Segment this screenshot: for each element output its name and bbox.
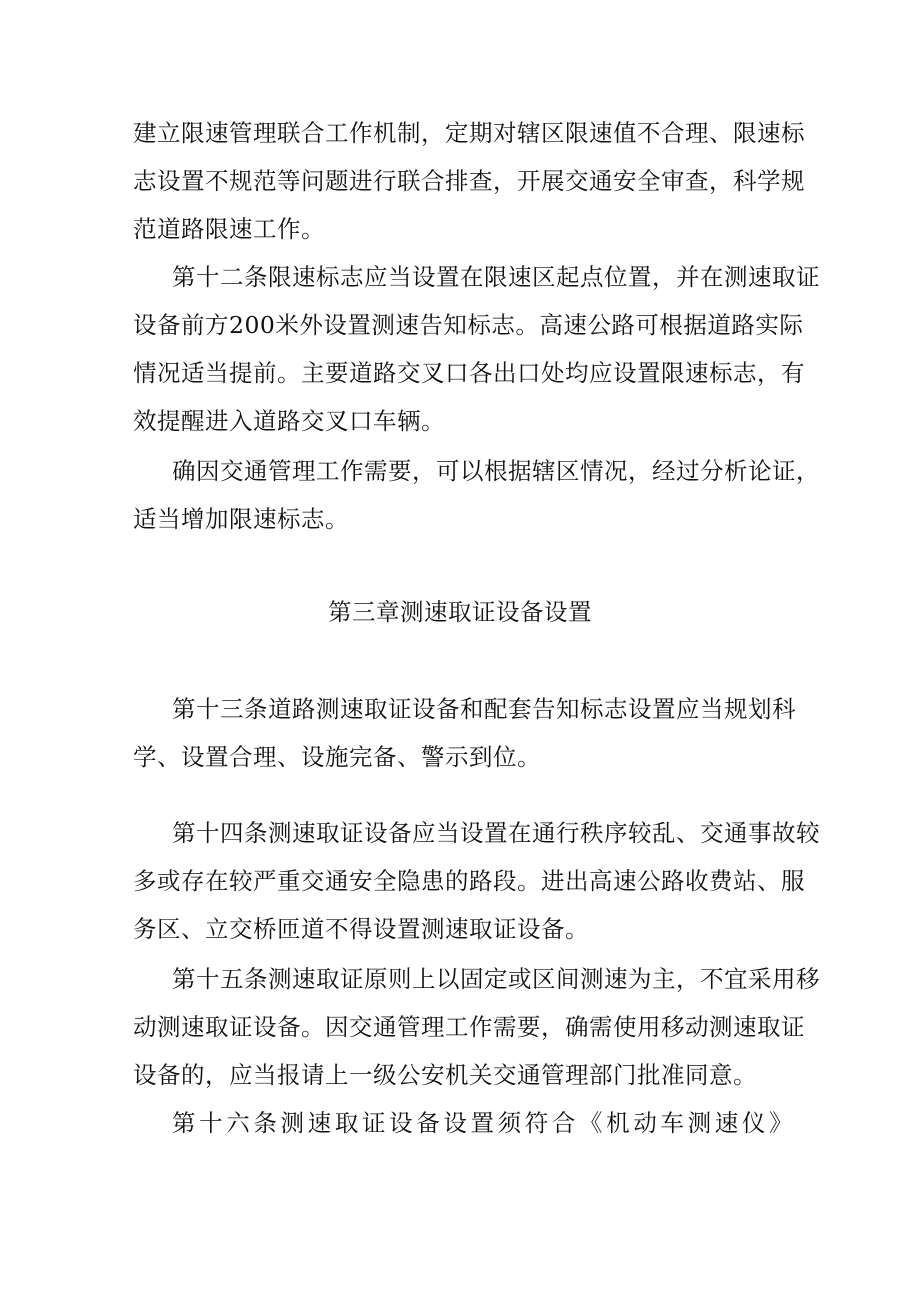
paragraph-line: 志设置不规范等问题进行联合排查，开展交通安全审查，科学规 [133,167,805,195]
paragraph-line: 确因交通管理工作需要，可以根据辖区情况，经过分析论证， [172,457,820,485]
paragraph-line: 第十四条测速取证设备应当设置在通行秩序较乱、交通事故较 [172,819,820,847]
paragraph-line: 范道路限速工作。 [133,215,325,243]
chapter-heading: 第三章测速取证设备设置 [328,598,592,626]
paragraph-line: 第十二条限速标志应当设置在限速区起点位置，并在测速取证 [172,263,820,291]
paragraph-line: 动测速取证设备。因交通管理工作需要，确需使用移动测速取证 [133,1013,805,1041]
paragraph-line: 效提醒进入道路交叉口车辆。 [133,407,445,435]
paragraph-line: 第十六条测速取证设备设置须符合《机动车测速仪》 [172,1109,793,1137]
paragraph-line: 适当增加限速标志。 [133,505,349,533]
paragraph-line: 建立限速管理联合工作机制，定期对辖区限速值不合理、限速标 [133,119,805,147]
paragraph-line: 多或存在较严重交通安全隐患的路段。进出高速公路收费站、服 [133,867,805,895]
paragraph-line: 设备的，应当报请上一级公安机关交通管理部门批准同意。 [133,1061,757,1089]
paragraph-line: 务区、立交桥匝道不得设置测速取证设备。 [133,915,589,943]
paragraph-line: 设备前方200米外设置测速告知标志。高速公路可根据道路实际 [133,311,804,339]
paragraph-line: 学、设置合理、设施完备、警示到位。 [133,743,541,771]
paragraph-line: 第十三条道路测速取证设备和配套告知标志设置应当规划科 [172,695,796,723]
paragraph-line: 第十五条测速取证原则上以固定或区间测速为主，不宜采用移 [172,965,820,993]
paragraph-line: 情况适当提前。主要道路交叉口各出口处均应设置限速标志，有 [133,359,805,387]
